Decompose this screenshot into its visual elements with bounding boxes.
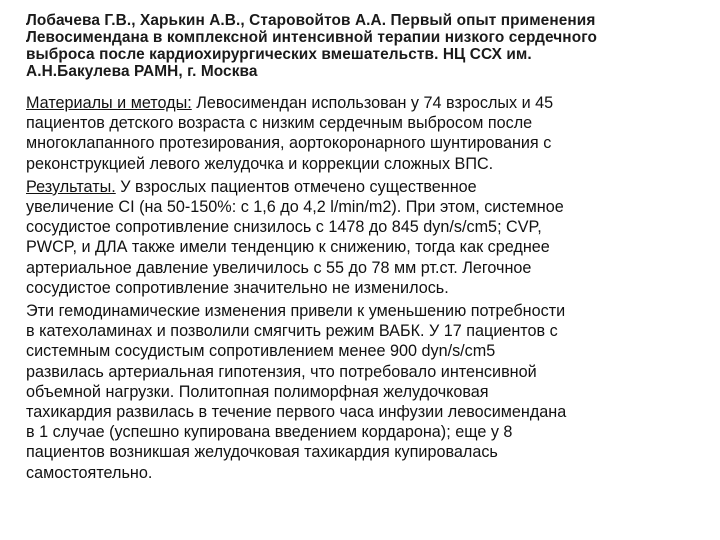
results-line: PWCP, и ДЛА также имели тенденцию к снижению, тогда как среднее (26, 238, 550, 257)
discussion-line: объемной нагрузки. Политопная полиморфная желудочковая (26, 382, 489, 401)
header-line: Левосимендана в комплексной интенсивной терапии низкого сердечного (26, 29, 598, 46)
header-line: выброса после кардиохирургических вмешательств. НЦ ССХ им. (26, 46, 532, 63)
results-first-line (26, 177, 711, 197)
methods-line: многоклапанного протезирования, аортокоронарного шунтирования с (26, 134, 552, 153)
discussion-line: в катехоламинах и позволили смягчить режим ВАБК. У 17 пациентов с (26, 322, 558, 341)
methods-first-line (26, 93, 711, 113)
discussion-paragraph (26, 301, 711, 483)
results-text: У взрослых пациентов отмечено существенное (115, 177, 477, 196)
results-line: сосудистое сопротивление снизилось с 1478 до 845 dyn/s/cm5; CVP, (26, 218, 542, 237)
results-line: сосудистое сопротивление значительно не изменилось. (26, 278, 449, 297)
methods-text: Левосимендан использован у 74 взрослых и 45 (191, 94, 554, 112)
results-heading: Результаты. (26, 177, 116, 196)
citation-header (26, 12, 706, 80)
methods-heading: Материалы и методы: (26, 94, 192, 112)
results-line: увеличение CI (на 50-150%: с 1,6 до 4,2 l/min/m2). При этом, системное (26, 198, 564, 217)
discussion-line: системным сосудистым сопротивлением менее 900 dyn/s/cm5 (26, 342, 496, 361)
abstract-body (26, 93, 711, 486)
discussion-line: пациентов возникшая желудочковая тахикардия купировалась (26, 443, 498, 462)
header-line: А.Н.Бакулева РАМН, г. Москва (26, 63, 258, 80)
discussion-line: Эти гемодинамические изменения привели к уменьшению потребности (26, 302, 566, 321)
results-line: артериальное давление увеличилось с 55 до 78 мм рт.ст. Легочное (26, 258, 532, 277)
results-paragraph (26, 177, 711, 298)
methods-line: реконструкцией левого желудочка и коррекции сложных ВПС. (26, 154, 494, 173)
discussion-line: самостоятельно. (26, 463, 153, 482)
discussion-line: в 1 случае (успешно купирована введением кордарона); еще у 8 (26, 423, 513, 442)
discussion-line: тахикардия развилась в течение первого часа инфузии левосимендана (26, 403, 567, 422)
methods-paragraph (26, 93, 711, 174)
methods-line: пациентов детского возраста с низким сердечным выбросом после (26, 114, 533, 133)
discussion-line: развилась артериальная гипотензия, что потребовало интенсивной (26, 362, 537, 381)
header-line: Лобачева Г.В., Харькин А.В., Старовойтов А.А. Первый опыт применения (26, 12, 596, 29)
